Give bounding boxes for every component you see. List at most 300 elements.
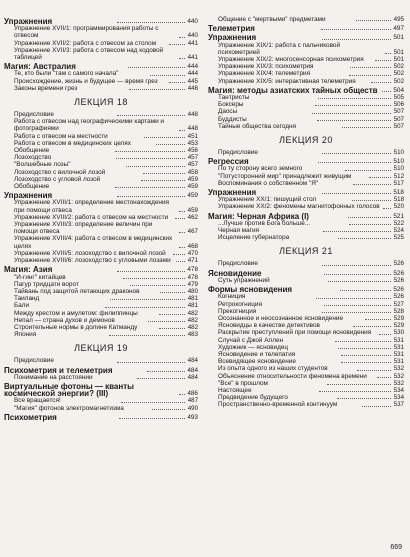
toc-entry-title: Упражнение XX/1: пишущий стол <box>218 196 317 204</box>
toc-entry-title: Непал — страна духов и демонов <box>14 316 115 324</box>
toc-page-number: 532 <box>393 379 405 387</box>
dot-leader <box>350 67 391 68</box>
dot-leader <box>128 67 185 68</box>
toc-entry <box>4 405 198 412</box>
dot-leader <box>338 348 391 349</box>
toc-page-number: 457 <box>187 161 199 169</box>
toc-page-number: 531 <box>393 350 405 358</box>
dot-leader <box>117 362 185 363</box>
toc-entry <box>208 220 404 227</box>
toc-entry-title: Упражнение XVIII/4: работа с отвесом в медицинских целях <box>14 235 173 250</box>
toc-page-number: 532 <box>393 372 405 380</box>
toc-entry <box>4 357 198 364</box>
toc-page-number: 458 <box>187 168 199 176</box>
toc-entry <box>4 295 198 302</box>
toc-page-number: 526 <box>393 269 405 277</box>
toc-page-number: 446 <box>187 84 199 92</box>
toc-page-number: 484 <box>187 357 198 365</box>
dot-leader <box>143 173 185 174</box>
toc-entry <box>4 85 198 92</box>
dot-leader <box>117 115 185 116</box>
toc-entry <box>4 199 198 213</box>
toc-entry <box>208 16 404 23</box>
dot-leader <box>317 120 391 121</box>
dot-leader <box>179 211 185 212</box>
toc-entry <box>208 234 404 241</box>
toc-page-number: 532 <box>393 365 405 373</box>
toc-page-number: 478 <box>187 266 199 274</box>
dot-leader <box>318 162 391 163</box>
toc-entry <box>4 288 198 295</box>
dot-leader <box>150 75 185 76</box>
dot-leader <box>179 37 185 38</box>
toc-entry-title: Магия: Австралия <box>4 62 76 72</box>
toc-entry <box>208 260 404 267</box>
toc-page-number: 506 <box>393 101 405 109</box>
dot-leader <box>312 113 391 114</box>
dot-leader <box>173 254 185 255</box>
toc-entry-title: Предвидение будущего <box>218 394 288 402</box>
toc-entry <box>4 214 198 221</box>
dot-leader <box>179 247 185 248</box>
toc-page-number: 456 <box>187 147 198 155</box>
toc-entry-title: Работа с отвесом в медицинских целях <box>14 139 131 147</box>
dot-leader <box>375 60 391 61</box>
toc-entry <box>4 302 198 309</box>
dot-leader <box>365 319 391 320</box>
toc-page-number: 444 <box>187 63 199 71</box>
toc-entry-title: Пагур тридцати ворот <box>14 280 79 288</box>
toc-entry <box>4 161 198 168</box>
toc-section-entry <box>208 25 404 32</box>
toc-entry <box>4 25 198 39</box>
toc-entry-title: Предисловие <box>218 149 258 157</box>
toc-section-entry <box>4 414 198 421</box>
toc-entry-title: Даосы <box>218 108 238 116</box>
dot-leader <box>116 158 185 159</box>
toc-entry-title: Магия: методы азиатских тайных обществ <box>208 85 378 95</box>
toc-page-number: 457 <box>187 154 199 162</box>
dot-leader <box>377 377 391 378</box>
toc-page-number: 459 <box>187 183 198 191</box>
toc-section-entry <box>4 383 198 397</box>
toc-page-number: 490 <box>187 404 199 412</box>
dot-leader <box>371 82 391 83</box>
toc-entry <box>4 397 198 404</box>
dot-leader <box>341 355 391 356</box>
toc-entry-title: Бали <box>14 302 30 310</box>
dot-leader <box>119 418 185 419</box>
dot-leader <box>322 193 391 194</box>
toc-entry <box>208 351 404 358</box>
dot-leader <box>385 53 391 54</box>
dot-leader <box>160 292 185 293</box>
dot-leader <box>169 82 185 83</box>
toc-entry-title: "Все" в прошлом <box>218 379 268 387</box>
dot-leader <box>117 22 185 23</box>
toc-page-number: 497 <box>393 25 405 33</box>
toc-entry <box>4 176 198 183</box>
toc-entry <box>208 165 404 172</box>
dot-leader <box>342 127 392 128</box>
toc-entry <box>4 221 198 235</box>
toc-entry-title: Раскрытие преступлений при помощи ясновидения <box>218 329 372 337</box>
toc-page-number: 502 <box>393 63 404 71</box>
toc-section-entry <box>208 87 404 94</box>
toc-page-number: 468 <box>187 242 198 250</box>
dot-leader <box>348 217 391 218</box>
toc-page-number: 510 <box>393 158 405 166</box>
toc-page-number: 531 <box>393 358 405 366</box>
page-number: 669 <box>390 544 402 551</box>
toc-entry-title: Упражнение XIX/3: психометрия <box>218 63 314 71</box>
toc-entry <box>208 315 404 322</box>
toc-page-number: 486 <box>187 390 198 398</box>
toc-entry-title: Предисловие <box>14 111 54 119</box>
toc-entry <box>4 235 198 249</box>
dot-leader <box>117 196 185 197</box>
toc-page-number: 482 <box>187 316 198 324</box>
toc-entry-title: Виртуальные фотоны — кванты космической энергии? (III) <box>4 381 134 399</box>
toc-section-entry <box>208 213 404 220</box>
toc-page-number: 534 <box>393 386 404 394</box>
toc-page-number: 526 <box>393 260 404 268</box>
toc-entry <box>208 63 404 70</box>
dot-leader <box>356 20 391 21</box>
dot-leader <box>322 153 391 154</box>
toc-page-number: 495 <box>393 16 404 23</box>
dot-leader <box>129 89 185 90</box>
toc-page-number: 493 <box>187 413 198 421</box>
toc-page-number: 521 <box>393 212 405 220</box>
toc-entry-title: Между крестом и амулетом: филиппинцы <box>14 309 138 317</box>
toc-entry-title: Лозоходство с угловой лозой <box>14 175 101 183</box>
toc-entry-title: Черная магия <box>218 227 259 235</box>
dot-leader <box>383 208 391 209</box>
toc-entry-title: Настоящее <box>218 386 252 394</box>
toc-entry-title: Упражнение XIX/4: телеметрия <box>218 70 311 78</box>
toc-entry-title: Предисловие <box>14 357 54 365</box>
toc-page-number: 501 <box>393 34 404 42</box>
toc-page-number: 518 <box>393 189 404 197</box>
toc-entry-title: Упражнение XVII/1: программирования работы с отвесом <box>14 25 159 40</box>
dot-leader <box>315 105 391 106</box>
toc-entry-title: Суть упражнений <box>218 276 270 284</box>
toc-page-number: 525 <box>393 234 404 242</box>
toc-entry-title: Упражнение XIX/1: работа с пальчиковой психометрией <box>218 41 341 56</box>
toc-entry <box>4 317 198 324</box>
toc-page-number: 482 <box>187 323 199 331</box>
toc-page-number: 529 <box>393 322 405 330</box>
toc-entry-title: Упражнение XIX/5: интерактивная телеметрия <box>218 77 356 85</box>
toc-entry <box>4 140 198 147</box>
toc-page-number: 530 <box>393 329 405 337</box>
toc-entry <box>208 329 404 336</box>
toc-entry-title: Упражнение XVIII/6: лозоходство с угловыми лозами <box>14 257 171 265</box>
toc-section-entry <box>208 286 404 293</box>
toc-page-number: 462 <box>187 213 198 221</box>
toc-entry-title: Телеметрия <box>208 24 255 34</box>
toc-entry-title: Случай с Джой Аллен <box>218 336 284 344</box>
toc-entry <box>208 401 404 408</box>
lecture-heading: ЛЕКЦИЯ 19 <box>74 343 128 354</box>
toc-page-number: 526 <box>393 286 404 294</box>
dot-leader <box>337 398 391 399</box>
toc-entry <box>4 374 198 381</box>
toc-entry <box>208 344 404 351</box>
toc-entry <box>208 308 404 315</box>
toc-entry <box>4 47 198 61</box>
dot-leader <box>379 334 391 335</box>
toc-page-number: 527 <box>393 300 404 308</box>
dot-leader <box>179 394 185 395</box>
dot-leader <box>318 98 391 99</box>
toc-entry <box>4 310 198 317</box>
toc-entry <box>4 118 198 132</box>
toc-page-number: 502 <box>393 70 405 78</box>
lecture-heading: ЛЕКЦИЯ 18 <box>74 97 128 108</box>
toc-entry <box>208 196 404 203</box>
toc-entry-title: Таиланд <box>14 295 40 303</box>
dot-leader <box>137 378 185 379</box>
toc-entry-title: Магия: Азия <box>4 265 53 275</box>
toc-section-entry <box>4 266 198 273</box>
toc-entry-title: Лозоходство <box>14 154 52 162</box>
dot-leader <box>109 335 185 336</box>
toc-entry <box>4 274 198 281</box>
toc-entry <box>4 70 198 77</box>
toc-entry <box>208 277 404 284</box>
toc-entry-title: Психометрия и телеметрия <box>4 365 113 375</box>
dot-leader <box>147 371 185 372</box>
dot-leader <box>179 130 185 131</box>
dot-leader <box>115 187 185 188</box>
toc-entry <box>208 123 404 130</box>
toc-entry-title: Регрессия <box>208 157 249 167</box>
toc-left-column <box>4 16 198 421</box>
toc-page-number: 510 <box>393 165 404 173</box>
dot-leader <box>159 314 185 315</box>
toc-entry-title: Происхождение, жизнь и будущее — время грез <box>14 77 158 85</box>
dot-leader <box>369 177 391 178</box>
dot-leader <box>324 305 391 306</box>
toc-entry <box>208 56 404 63</box>
toc-entry <box>4 281 198 288</box>
toc-entry-title: Упражнение XX/2: феномены магнитофонных голосов <box>218 203 380 211</box>
dot-leader <box>169 44 185 45</box>
toc-entry-title: "И-гинг" китайцев <box>14 273 66 281</box>
toc-entry <box>4 324 198 331</box>
toc-page-number: 440 <box>187 18 198 25</box>
dot-leader <box>349 224 391 225</box>
dot-leader <box>349 75 391 76</box>
dot-leader <box>324 274 391 275</box>
dot-leader <box>148 321 185 322</box>
dot-leader <box>144 137 185 138</box>
toc-page-number: 502 <box>393 77 405 85</box>
dot-leader <box>179 58 185 59</box>
toc-page-number: 479 <box>187 280 198 288</box>
dot-leader <box>176 261 185 262</box>
toc-section-entry <box>4 367 198 374</box>
toc-page-number: 451 <box>187 132 198 140</box>
dot-leader <box>353 184 391 185</box>
toc-section-entry <box>208 34 404 41</box>
toc-entry-title: Упражнение XVIII/3: определение величин при помощи отвеса <box>14 221 153 236</box>
toc-entry <box>208 358 404 365</box>
toc-page-number: 501 <box>393 56 404 64</box>
toc-page-number: 512 <box>393 172 405 180</box>
toc-page-number: 440 <box>187 32 198 40</box>
toc-entry <box>208 108 404 115</box>
dot-leader <box>117 271 185 272</box>
toc-page-number: 480 <box>187 287 199 295</box>
toc-entry-title: Упражнение XVIII/5: лозоходство с вилочной лозой <box>14 249 166 257</box>
toc-page-number: 441 <box>187 39 199 47</box>
toc-entry <box>4 147 198 154</box>
toc-page-number: 507 <box>393 115 404 123</box>
dot-leader <box>115 151 185 152</box>
toc-entry-title: Обобщение <box>14 183 50 191</box>
toc-page-number: 448 <box>187 111 198 119</box>
toc-entry <box>4 40 198 47</box>
toc-page-number: 531 <box>393 336 405 344</box>
toc-entry <box>208 42 404 56</box>
toc-page-number: 510 <box>393 149 404 157</box>
dot-leader <box>159 328 185 329</box>
toc-entry-title: Понимание на расстоянии <box>14 373 93 381</box>
toc-page-number: 481 <box>187 302 199 310</box>
toc-page-number: 459 <box>187 192 198 200</box>
toc-entry <box>208 301 404 308</box>
dot-leader <box>130 285 185 286</box>
toc-entry-title: Исцеление губернатора <box>218 234 290 242</box>
toc-entry <box>208 373 404 380</box>
dot-leader <box>322 312 391 313</box>
toc-entry <box>208 173 404 180</box>
toc-page-number: 537 <box>393 401 404 409</box>
toc-entry <box>208 78 404 85</box>
toc-page-number: 482 <box>187 309 198 317</box>
toc-entry-title: Упражнения <box>4 191 53 201</box>
toc-page-number: 483 <box>187 331 199 339</box>
toc-page-number: 522 <box>393 219 405 227</box>
toc-entry-title: Тайвань под защитой летающих драконов <box>14 287 140 295</box>
toc-page-number: 444 <box>187 70 199 78</box>
dot-leader <box>340 290 391 291</box>
dot-leader <box>152 409 185 410</box>
toc-page-number: 517 <box>393 179 404 187</box>
toc-entry-title: Психометрия <box>4 412 57 422</box>
toc-section-entry <box>208 158 404 165</box>
toc-entry-title: Обобщение <box>14 147 50 155</box>
toc-page-number: 448 <box>187 125 198 133</box>
toc-entry-title: Упражнение XVIII/2: работа с отвесом на местности <box>14 213 169 221</box>
toc-entry-title: Прекогниция <box>218 307 257 315</box>
toc-page-number: 501 <box>393 48 404 56</box>
toc-entry-title: "Волшебные лозы" <box>14 161 71 169</box>
dot-leader <box>322 39 391 40</box>
toc-entry-title: Формы ясновидения <box>208 285 293 295</box>
dot-leader <box>123 278 185 279</box>
toc-page-number: 487 <box>187 397 199 405</box>
toc-entry-title: Тайные общества сегодня <box>218 122 296 130</box>
toc-entry <box>4 257 198 264</box>
toc-right-column <box>208 16 404 409</box>
toc-entry-title: Упражнения <box>208 33 257 43</box>
dot-leader <box>327 384 391 385</box>
toc-entry <box>208 101 404 108</box>
dot-leader <box>110 299 185 300</box>
toc-entry-title: Упражнение XVII/2: работа с отвесом за столом <box>14 39 157 47</box>
toc-page-number: 459 <box>187 206 198 214</box>
toc-page-number: 504 <box>393 86 405 94</box>
dot-leader <box>352 200 391 201</box>
toc-entry <box>208 70 404 77</box>
toc-entry <box>208 94 404 101</box>
toc-page-number: 520 <box>393 203 405 211</box>
toc-page-number: 528 <box>393 307 404 315</box>
dot-leader <box>338 238 391 239</box>
toc-entry-title: Упражнения <box>4 17 53 26</box>
dot-leader <box>319 391 391 392</box>
toc-page-number: 526 <box>393 276 405 284</box>
toc-entry <box>208 293 404 300</box>
toc-page-number: 524 <box>393 227 404 235</box>
lecture-heading: ЛЕКЦИЯ 21 <box>279 246 333 257</box>
dot-leader <box>335 341 391 342</box>
toc-entry <box>208 365 404 372</box>
toc-entry-title: Те, кто были "там с самого начала" <box>14 70 119 78</box>
toc-entry-title: Япония <box>14 331 37 339</box>
dot-leader <box>382 91 391 92</box>
toc-page-number: 518 <box>393 196 405 204</box>
toc-page-number: 471 <box>187 257 199 265</box>
toc-entry-title: Упражнение XVIII/1: определение местонахождения при помощи отвеса <box>14 199 169 214</box>
toc-entry <box>4 183 198 190</box>
toc-page-number: 529 <box>393 314 405 322</box>
toc-page-number: 467 <box>187 228 198 236</box>
toc-entry <box>4 169 198 176</box>
toc-entry-title: Пространственно-временной континуум <box>218 401 338 409</box>
toc-entry <box>208 337 404 344</box>
dot-leader <box>362 406 391 407</box>
toc-entry-title: Воспоминания о собственном "Я" <box>218 179 319 187</box>
toc-entry-title: ...Лучше против Бога больше... <box>218 219 311 227</box>
toc-entry-title: Ретрокогниция <box>218 300 262 308</box>
dot-leader <box>121 402 185 403</box>
toc-entry <box>208 203 404 210</box>
toc-entry <box>208 380 404 387</box>
dot-leader <box>345 170 391 171</box>
toc-page-number: 507 <box>393 122 404 130</box>
toc-entry <box>4 250 198 257</box>
toc-entry-title: Ясновидцы в качестве детективов <box>218 322 320 330</box>
toc-page-number: 526 <box>393 293 404 301</box>
toc-entry-title: Объяснение относительности феномена времени <box>218 372 367 380</box>
toc-entry-title: Предисловие <box>218 260 258 268</box>
toc-entry-title: Боксеры <box>218 101 244 109</box>
toc-entry-title: "Магия" фотонов электромагнетизма <box>14 404 124 412</box>
toc-entry-title: Упражнения <box>208 188 257 198</box>
toc-entry-title: Ясновидение и телепатия <box>218 350 296 358</box>
dot-leader <box>357 370 391 371</box>
toc-entry <box>208 149 404 156</box>
toc-entry-title: Законы времени грез <box>14 84 78 92</box>
dot-leader <box>105 307 185 308</box>
toc-entry-title: Ясновидение <box>208 268 262 278</box>
toc-page-number: 445 <box>187 77 198 85</box>
